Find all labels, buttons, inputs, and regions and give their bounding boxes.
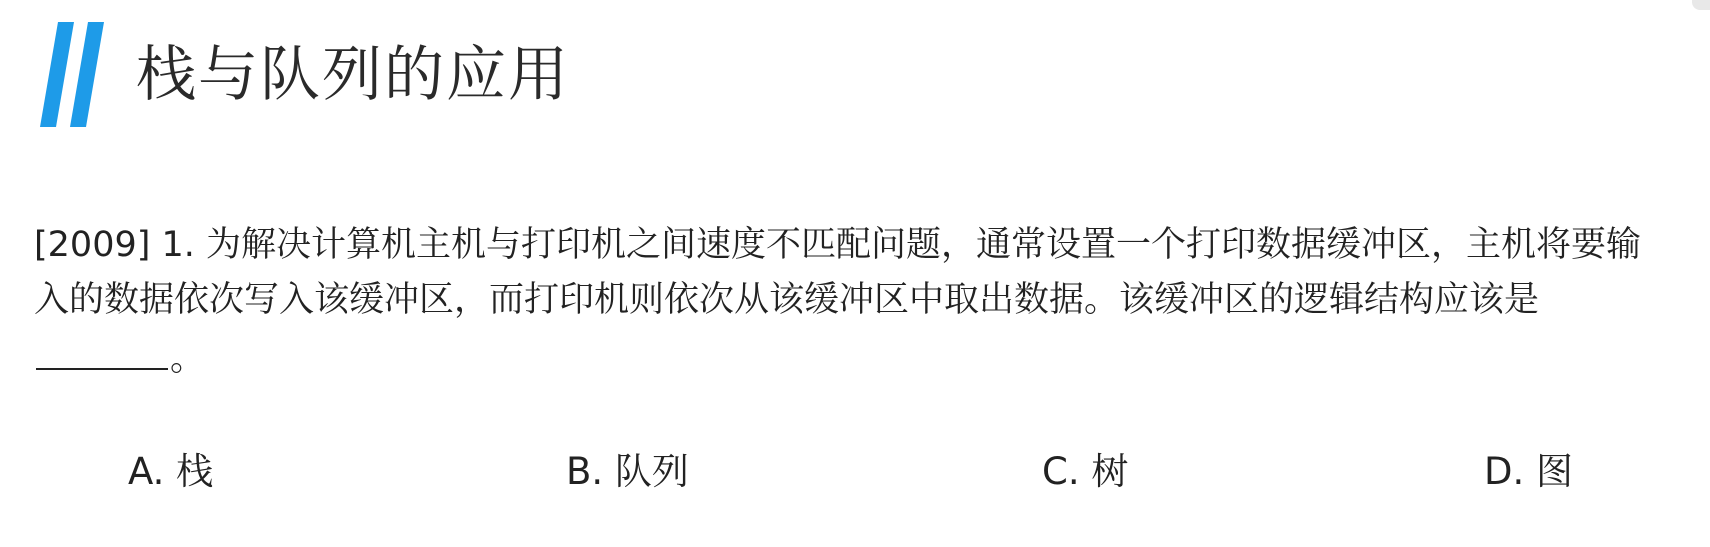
question-text bbox=[34, 218, 1674, 387]
option-a[interactable]: A. 栈 bbox=[128, 450, 214, 493]
corner-decoration bbox=[1692, 0, 1710, 10]
question-stem: [2009] 1. 为解决计算机主机与打印机之间速度不匹配问题，通常设置一个打印数据缓冲区，主机将要输入的数据依次写入该缓冲区，而打印机则依次从该缓冲区中取出数据。该缓冲区的逻辑结构应该是 bbox=[34, 225, 1642, 320]
page-title: 栈与队列的应用 bbox=[136, 39, 570, 110]
double-slash-accent-icon bbox=[38, 22, 108, 127]
option-d[interactable]: D. 图 bbox=[1484, 450, 1574, 493]
answer-options bbox=[0, 442, 1710, 502]
option-c[interactable]: C. 树 bbox=[1042, 450, 1129, 493]
answer-blank bbox=[36, 328, 168, 370]
option-b[interactable]: B. 队列 bbox=[566, 450, 689, 493]
question-end-punctuation: 。 bbox=[170, 339, 206, 379]
slide-header bbox=[38, 22, 570, 127]
